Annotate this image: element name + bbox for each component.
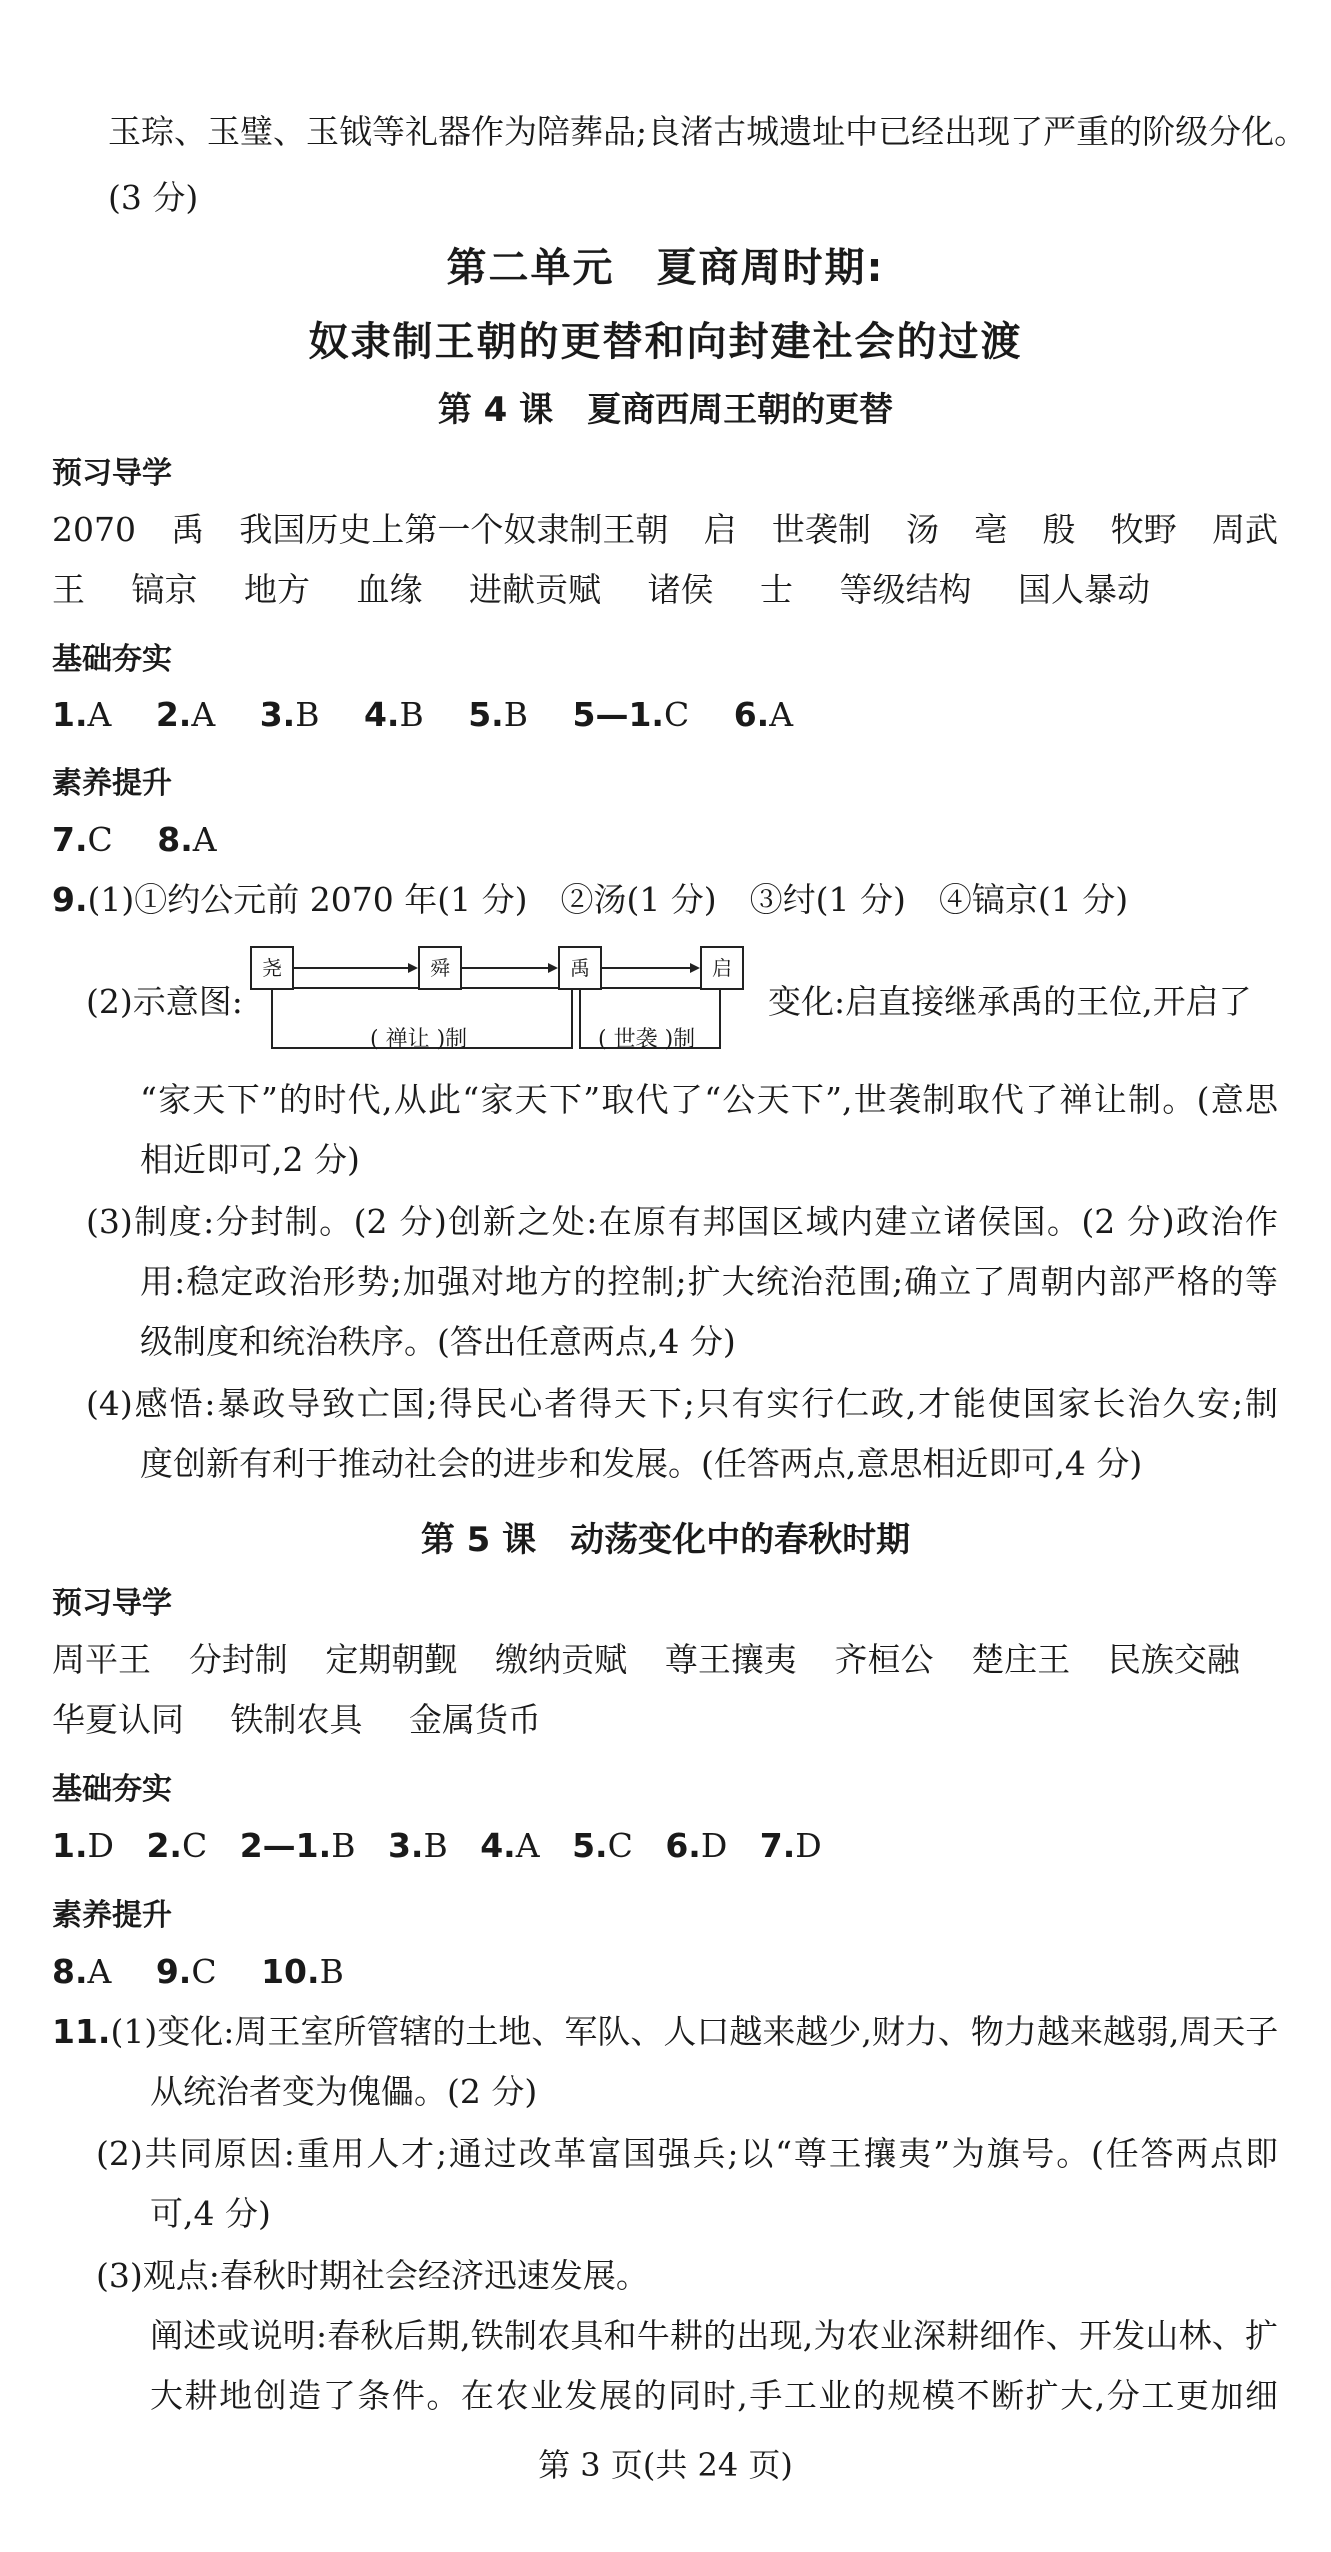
lesson-4-preview-line-1 bbox=[52, 508, 1278, 552]
q11-part-2-line-1: (2)共同原因:重用人才;通过改革富国强兵;以“尊王攘夷”为旗号。(任答两点即 bbox=[96, 2134, 1278, 2173]
answer-item: 6.A bbox=[733, 695, 794, 734]
q9-part-4-line-1: (4)感悟:暴政导致亡国;得民心者得天下;只有实行仁政,才能使国家长治久安;制 bbox=[86, 1384, 1278, 1423]
lesson-5-title: 第 5 课 动荡变化中的春秋时期 bbox=[420, 1520, 911, 1560]
answer-item: 1.D bbox=[52, 1826, 114, 1865]
q9-part-2-line-3: 相近即可,2 分) bbox=[140, 1140, 360, 1179]
lesson-4-improve-heading: 素养提升 bbox=[52, 766, 172, 801]
answer-item: 3.B bbox=[259, 695, 320, 734]
term: 周武 bbox=[1211, 510, 1278, 549]
term: 华夏认同 bbox=[52, 1700, 184, 1739]
q9-part-4-line-2: 度创新有利于推动社会的进步和发展。(任答两点,意思相近即可,4 分) bbox=[140, 1444, 1143, 1483]
answer-item: 5.B bbox=[468, 695, 528, 734]
lesson-5-improve-answers bbox=[52, 1950, 378, 1994]
term: 民族交融 bbox=[1107, 1640, 1240, 1679]
answer-item: 4.B bbox=[363, 695, 424, 734]
q9-part-1 bbox=[52, 878, 1128, 922]
answer-item: 1.A bbox=[52, 695, 112, 734]
q9-part-2-label: (2)示意图: bbox=[86, 982, 243, 1021]
term: 缴纳贡赋 bbox=[495, 1640, 628, 1679]
term: 牧野 bbox=[1110, 510, 1177, 549]
label-shanrang: ( 禅让 )制 bbox=[370, 1027, 468, 1052]
q9-part-1-text: (1)①约公元前 2070 年(1 分) ②汤(1 分) ③纣(1 分) ④镐京(1 分) bbox=[87, 880, 1129, 919]
term: 亳 bbox=[974, 510, 1008, 549]
q11-part-3-line-1: (3)观点:春秋时期社会经济迅速发展。 bbox=[96, 2256, 649, 2295]
q11-part-1-line-2: 从统治者变为傀儡。(2 分) bbox=[150, 2072, 538, 2111]
answer-item: 2—1.B bbox=[239, 1826, 356, 1865]
q11-part-3-line-3: 大耕地创造了条件。在农业发展的同时,手工业的规模不断扩大,分工更加细 bbox=[150, 2376, 1278, 2415]
label-shixi: ( 世袭 )制 bbox=[598, 1027, 696, 1052]
term: 尊王攘夷 bbox=[664, 1640, 797, 1679]
answer-item: 6.D bbox=[665, 1826, 728, 1865]
term: 分封制 bbox=[188, 1640, 288, 1679]
answer-item: 4.A bbox=[480, 1826, 540, 1865]
lesson-4-title: 第 4 课 夏商西周王朝的更替 bbox=[437, 390, 894, 430]
q9-part-3-line-2: 用:稳定政治形势;加强对地方的控制;扩大统治范围;确立了周朝内部严格的等 bbox=[140, 1262, 1278, 1301]
lesson-5-basic-heading: 基础夯实 bbox=[52, 1772, 172, 1807]
answer-item: 2.A bbox=[155, 695, 216, 734]
lesson-4-preview-heading: 预习导学 bbox=[52, 456, 172, 491]
q9-part-3-line-3: 级制度和统治秩序。(答出任意两点,4 分) bbox=[140, 1322, 736, 1361]
lesson-4-basic-heading: 基础夯实 bbox=[52, 642, 172, 677]
answer-item: 9.C bbox=[155, 1952, 217, 1991]
lesson-5-preview-line-1 bbox=[52, 1638, 1240, 1682]
question-number: 11. bbox=[52, 2012, 111, 2051]
term: 等级结构 bbox=[839, 570, 972, 609]
box-yao: 尧 bbox=[250, 946, 294, 990]
term: 王 bbox=[52, 570, 85, 609]
answer-item: 7.D bbox=[759, 1826, 822, 1865]
lesson-4-preview-line-2 bbox=[52, 568, 1150, 612]
lesson-5-basic-answers bbox=[52, 1824, 856, 1868]
box-shun: 舜 bbox=[418, 946, 462, 990]
lesson-5-preview-heading: 预习导学 bbox=[52, 1586, 172, 1621]
q11-part-1-text: (1)变化:周王室所管辖的土地、军队、人口越来越少,财力、物力越来越弱,周天子 bbox=[110, 2012, 1279, 2051]
page-footer: 第 3 页(共 24 页) bbox=[538, 2446, 793, 2484]
succession-diagram bbox=[250, 944, 750, 1054]
unit-title-2: 奴隶制王朝的更替和向封建社会的过渡 bbox=[308, 319, 1023, 365]
lesson-4-improve-answers bbox=[52, 818, 251, 862]
answer-item: 8.A bbox=[52, 1952, 112, 1991]
term: 进献贡赋 bbox=[469, 570, 601, 609]
q11-part-3-line-2: 阐述或说明:春秋后期,铁制农具和牛耕的出现,为农业深耕细作、开发山林、扩 bbox=[150, 2316, 1278, 2355]
term: 我国历史上第一个奴隶制王朝 bbox=[239, 510, 669, 549]
term: 汤 bbox=[906, 510, 940, 549]
term: 地方 bbox=[244, 570, 310, 609]
answer-item: 7.C bbox=[52, 820, 113, 859]
intro-line-1: 玉琮、玉璧、玉钺等礼器作为陪葬品;良渚古城遗址中已经出现了严重的阶级分化。 bbox=[108, 112, 1308, 151]
term: 殷 bbox=[1042, 510, 1076, 549]
answer-item: 2.C bbox=[146, 1826, 208, 1865]
answer-item: 5.C bbox=[572, 1826, 633, 1865]
term: 周平王 bbox=[52, 1640, 151, 1679]
term: 楚庄王 bbox=[971, 1640, 1071, 1679]
term: 镐京 bbox=[131, 570, 198, 609]
term: 国人暴动 bbox=[1018, 570, 1150, 609]
q11-part-1-line-1 bbox=[52, 2010, 1278, 2054]
answer-item: 5—1.C bbox=[572, 695, 690, 734]
term: 诸侯 bbox=[647, 570, 714, 609]
term: 金属货币 bbox=[409, 1700, 541, 1739]
lesson-4-basic-answers bbox=[52, 693, 827, 737]
q9-part-3-line-1: (3)制度:分封制。(2 分)创新之处:在原有邦国区域内建立诸侯国。(2 分)政治作 bbox=[86, 1202, 1278, 1241]
unit-title-1: 第二单元 夏商周时期: bbox=[446, 245, 885, 291]
term: 启 bbox=[703, 510, 737, 549]
term: 世袭制 bbox=[771, 510, 871, 549]
term: 血缘 bbox=[356, 570, 423, 609]
term: 定期朝觐 bbox=[325, 1640, 458, 1679]
q9-part-2-change: 变化:启直接继承禹的王位,开启了 bbox=[768, 982, 1252, 1021]
intro-line-2: (3 分) bbox=[108, 178, 199, 217]
term: 铁制农具 bbox=[230, 1700, 363, 1739]
lesson-5-improve-heading: 素养提升 bbox=[52, 1898, 172, 1933]
q11-part-2-line-2: 可,4 分) bbox=[150, 2194, 271, 2233]
q9-part-2-line-2: “家天下”的时代,从此“家天下”取代了“公天下”,世袭制取代了禅让制。(意思 bbox=[140, 1080, 1278, 1119]
answer-item: 10.B bbox=[261, 1952, 344, 1991]
box-yu: 禹 bbox=[558, 946, 602, 990]
answer-item: 8.A bbox=[157, 820, 217, 859]
lesson-5-preview-line-2 bbox=[52, 1698, 541, 1742]
box-qi: 启 bbox=[700, 946, 744, 990]
question-number: 9. bbox=[52, 880, 88, 919]
term: 禹 bbox=[171, 510, 205, 549]
term: 2070 bbox=[52, 510, 136, 549]
answer-item: 3.B bbox=[387, 1826, 448, 1865]
term: 齐桓公 bbox=[834, 1640, 934, 1679]
term: 士 bbox=[760, 570, 793, 609]
